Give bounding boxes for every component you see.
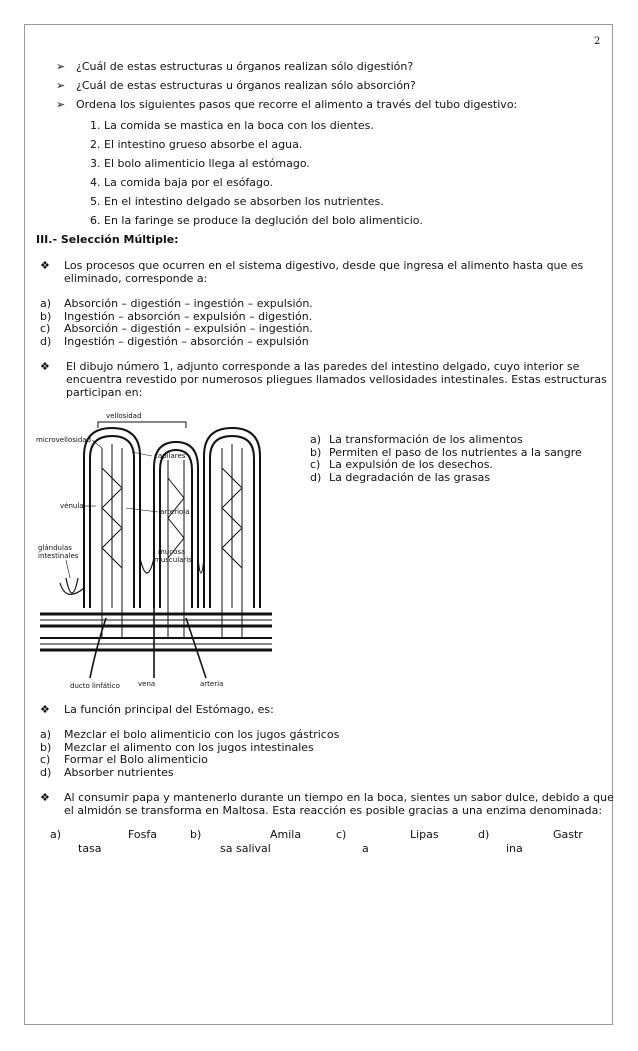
q4-option-letter: d) <box>478 828 490 841</box>
q1-option-letter: a) <box>40 297 52 310</box>
question-1: ¿Cuál de estas estructuras u órganos realizan sólo digestión? <box>76 60 414 73</box>
q2-stem-line3: participan en: <box>66 386 143 399</box>
q4-stem-line1: Al consumir papa y mantenerlo durante un tiempo en la boca, sientes un sabor dulce, debido a que <box>64 791 614 804</box>
label-arteria: arteria <box>200 680 224 688</box>
q2-option-b: Permiten el paso de los nutrientes a la sangre <box>329 446 582 459</box>
diamond-bullet-icon: ❖ <box>40 791 50 804</box>
q3-option-b: Mezclar el alimento con los jugos intestinales <box>64 741 314 754</box>
step-1: 1. La comida se mastica en la boca con los dientes. <box>90 119 374 132</box>
label-glandulas-1: glándulas <box>38 544 72 552</box>
villi-diagram-svg <box>36 408 276 692</box>
q3-stem: La función principal del Estómago, es: <box>64 703 274 716</box>
q3-option-c: Formar el Bolo alimenticio <box>64 753 208 766</box>
q1-option-d: Ingestión – digestión – absorción – expulsión <box>64 335 309 348</box>
step-3: 3. El bolo alimenticio llega al estómago. <box>90 157 310 170</box>
q1-option-c: Absorción – digestión – expulsión – ingestión. <box>64 322 313 335</box>
q1-option-b: Ingestión – absorción – expulsión – digestión. <box>64 310 313 323</box>
page-number: 2 <box>594 36 601 47</box>
q3-option-d: Absorber nutrientes <box>64 766 174 779</box>
q1-option-letter: c) <box>40 322 51 335</box>
q4-option-c-part1: Lipas <box>410 828 439 841</box>
q4-option-d-part2: ina <box>506 842 523 855</box>
diamond-bullet-icon: ❖ <box>40 703 50 716</box>
q3-option-letter: d) <box>40 766 52 779</box>
diamond-bullet-icon: ❖ <box>40 259 50 272</box>
label-mucosa-2: muscularis <box>154 556 192 564</box>
diamond-bullet-icon: ❖ <box>40 360 50 373</box>
step-2: 2. El intestino grueso absorbe el agua. <box>90 138 303 151</box>
section-title: III.- Selección Múltiple: <box>36 233 179 246</box>
q4-option-c-part2: a <box>362 842 369 855</box>
q4-option-a-part2: tasa <box>78 842 102 855</box>
q3-option-letter: b) <box>40 741 52 754</box>
question-2: ¿Cuál de estas estructuras u órganos realizan sólo absorción? <box>76 79 416 92</box>
arrow-bullet-icon: ➢ <box>56 60 66 73</box>
arrow-bullet-icon: ➢ <box>56 79 66 92</box>
label-microvellosidad: microvellosidad <box>36 436 92 444</box>
q2-option-d: La degradación de las grasas <box>329 471 491 484</box>
arrow-bullet-icon: ➢ <box>56 98 66 111</box>
step-4: 4. La comida baja por el esófago. <box>90 176 274 189</box>
q2-option-letter: c) <box>310 458 321 471</box>
label-ducto: ducto linfático <box>70 682 120 690</box>
q3-option-letter: a) <box>40 728 52 741</box>
q1-stem-line1: Los procesos que ocurren en el sistema digestivo, desde que ingresa el alimento hasta que es <box>64 259 584 272</box>
label-glandulas-2: intestinales <box>38 552 79 560</box>
q3-option-a: Mezclar el bolo alimenticio con los jugos gástricos <box>64 728 340 741</box>
q2-option-letter: a) <box>310 433 322 446</box>
q4-option-b-part2: sa salival <box>220 842 271 855</box>
q2-stem-line2: encuentra revestido por numerosos pliegues llamados vellosidades intestinales. Estas estructuras <box>66 373 607 386</box>
label-venula: vénula <box>60 502 84 510</box>
step-5: 5. En el intestino delgado se absorben los nutrientes. <box>90 195 384 208</box>
q4-option-letter: b) <box>190 828 202 841</box>
q4-option-letter: c) <box>336 828 347 841</box>
q2-option-letter: d) <box>310 471 322 484</box>
label-vellosidad: vellosidad <box>106 412 142 420</box>
label-mucosa-1: mucosa <box>158 548 186 556</box>
q1-stem-line2: eliminado, corresponde a: <box>64 272 208 285</box>
q3-option-letter: c) <box>40 753 51 766</box>
q4-option-b-part1: Amila <box>270 828 302 841</box>
label-capilares: capilares <box>154 452 186 460</box>
q2-option-a: La transformación de los alimentos <box>329 433 523 446</box>
q1-option-letter: b) <box>40 310 52 323</box>
label-vena: vena <box>138 680 156 688</box>
villi-illustration <box>36 408 276 692</box>
q4-option-a-part1: Fosfa <box>128 828 158 841</box>
q1-option-letter: d) <box>40 335 52 348</box>
q2-option-letter: b) <box>310 446 322 459</box>
q1-option-a: Absorción – digestión – ingestión – expulsión. <box>64 297 313 310</box>
q4-option-letter: a) <box>50 828 62 841</box>
q4-stem-line2: el almidón se transforma en Maltosa. Esta reacción es posible gracias a una enzima denominada: <box>64 804 603 817</box>
q2-stem-line1: El dibujo número 1, adjunto corresponde a las paredes del intestino delgado, cuyo interior se <box>66 360 580 373</box>
step-6: 6. En la faringe se produce la deglución del bolo alimenticio. <box>90 214 423 227</box>
q2-option-c: La expulsión de los desechos. <box>329 458 493 471</box>
question-3: Ordena los siguientes pasos que recorre el alimento a través del tubo digestivo: <box>76 98 518 111</box>
label-arteriola: arteriola <box>160 508 190 516</box>
q4-option-d-part1: Gastr <box>553 828 583 841</box>
